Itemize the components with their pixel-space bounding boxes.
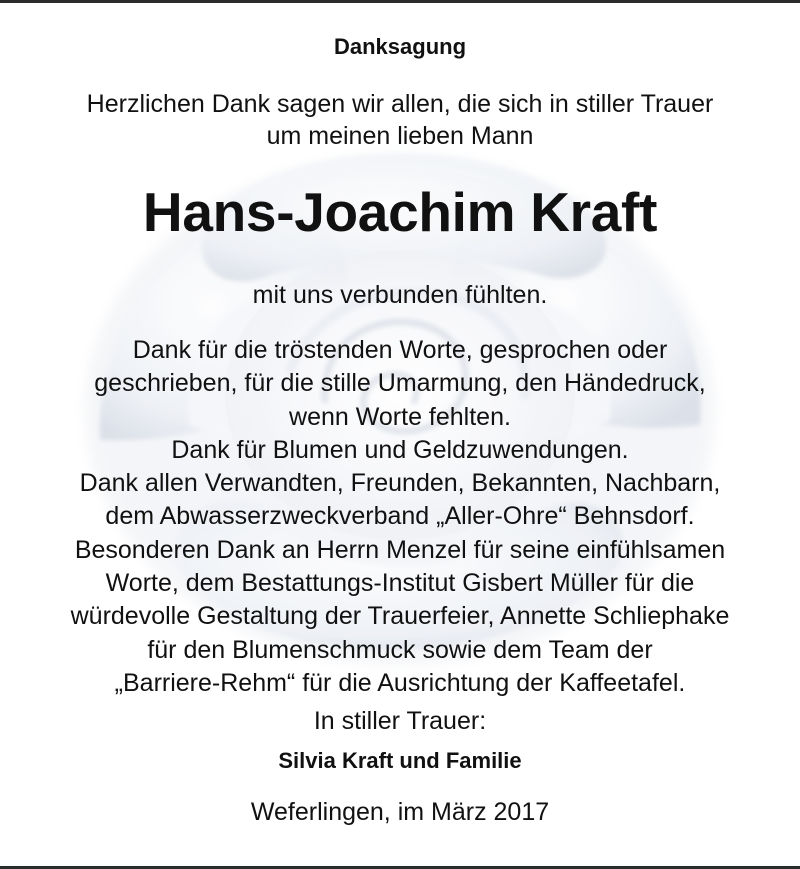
body-line: Dank allen Verwandten, Freunden, Bekannten, Nachbarn, bbox=[79, 469, 721, 498]
top-border-line bbox=[0, 0, 800, 3]
body-line: dem Abwasserzweckverband „Aller-Ohre“ Behnsdorf. bbox=[105, 502, 695, 531]
notice-heading: Danksagung bbox=[333, 34, 467, 59]
connection-text: mit uns verbunden fühlten. bbox=[252, 281, 548, 309]
intro-text bbox=[0, 88, 800, 152]
intro-line: Herzlichen Dank sagen wir allen, die sich in stiller Trauer bbox=[86, 90, 714, 118]
body-line: geschrieben, für die stille Umarmung, den Händedruck, bbox=[94, 369, 706, 398]
deceased-name: Hans-Joachim Kraft bbox=[142, 181, 658, 243]
intro-line: um meinen lieben Mann bbox=[266, 122, 534, 150]
family-signature: Silvia Kraft und Familie bbox=[278, 748, 522, 773]
body-line: für den Blumenschmuck sowie dem Team der bbox=[147, 635, 653, 664]
body-line: würdevolle Gestaltung der Trauerfeier, Annette Schliephake bbox=[70, 602, 730, 631]
body-line: Besonderen Dank an Herrn Menzel für seine einfühlsamen bbox=[74, 535, 726, 564]
place-and-date: Weferlingen, im März 2017 bbox=[250, 798, 550, 826]
body-line: wenn Worte fehlten. bbox=[289, 402, 511, 431]
closing-text: In stiller Trauer: bbox=[313, 707, 487, 735]
body-line: Dank für Blumen und Geldzuwendungen. bbox=[171, 435, 629, 464]
body-line: Worte, dem Bestattungs-Institut Gisbert Müller für die bbox=[105, 569, 695, 598]
body-line: Dank für die tröstenden Worte, gesprochen oder bbox=[132, 336, 668, 364]
acknowledgement-body bbox=[0, 334, 800, 700]
body-line: „Barriere-Rehm“ für die Ausrichtung der Kaffeetafel. bbox=[114, 668, 686, 697]
